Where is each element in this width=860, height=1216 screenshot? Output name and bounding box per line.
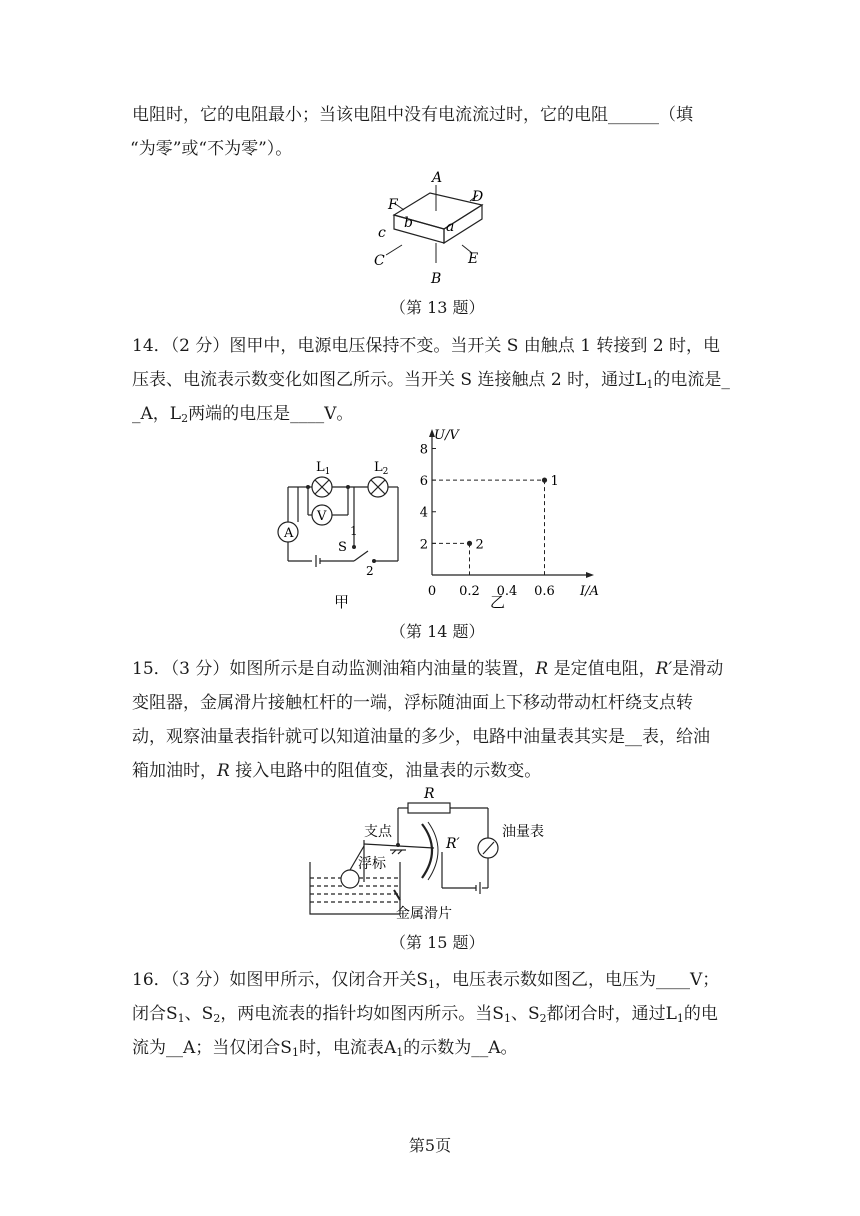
q15-text-line-3: 动，观察油量表指针就可以知道油量的多少，电路中油量表其实是__表，给油 (132, 727, 710, 747)
figure-14-chart (412, 425, 602, 615)
figure-15-caption: （第 15 题） (390, 933, 485, 952)
figure-14-caption: （第 14 题） (390, 622, 485, 641)
q14-text-line-1: 14．（2 分）图甲中，电源电压保持不变。当开关 S 由触点 1 转接到 2 时，电 (132, 336, 721, 356)
point-label-1: 1 (550, 474, 559, 490)
svg-text:L1: $L_1$ (316, 460, 331, 477)
point-label-2: 2 (475, 537, 484, 553)
x-tick-label: 0.4 (496, 584, 518, 599)
y-tick-label: 6 (419, 474, 428, 490)
fig13-label-A: A (432, 170, 443, 186)
q15-text-line-2: 变阻器，金属滑片接触杠杆的一端，浮标随油面上下移动带动杠杆绕支点转 (132, 693, 693, 713)
figure-15-oil-gauge (300, 782, 570, 922)
page-number: 第5页 (408, 1136, 452, 1155)
q14-text-line-3: _A，$L_2$两端的电压是____V。 (132, 404, 354, 425)
x-tick-label: 0.6 (534, 584, 555, 599)
svg-text:L2: $L_2$ (374, 460, 389, 477)
circuit-L2-label: L (374, 460, 383, 475)
fig15-pivot-label: 支点 (364, 824, 392, 840)
fig15-Rp-label: R′ (446, 836, 460, 852)
fig15-float-label: 浮标 (358, 856, 386, 872)
fig13-label-E: E (468, 251, 479, 267)
y-tick-label: 2 (419, 537, 428, 553)
fig13-label-b: b (404, 215, 413, 231)
fig13-label-B: B (431, 271, 442, 287)
q15-text-line-1: 15．（3 分）如图所示是自动监测油箱内油量的装置，R 是定值电阻，R′是滑动 (132, 659, 724, 679)
q15-text-line-4: 箱加油时，R 接入电路中的阻值变，油量表的示数变。 (132, 761, 542, 781)
q16-text-line-3: 流为__A；当仅闭合$S_1$时，电流表$A_1$的示数为__A。 (132, 1038, 518, 1059)
fig13-label-D: D (472, 189, 484, 205)
q13-text-line-1: 电阻时，它的电阻最小；当该电阻中没有电流流过时，它的电阻______（填 (132, 105, 693, 125)
circuit-label-jia: 甲 (334, 593, 350, 611)
switch-terminal-1: 1 (350, 524, 358, 538)
switch-terminal-2: 2 (366, 564, 374, 578)
y-tick-label: 8 (419, 442, 428, 458)
fig15-slider-label: 金属滑片 (396, 906, 452, 922)
x-tick-label: 0.2 (459, 584, 480, 599)
x-tick-label: 0 (427, 584, 437, 599)
x-axis-arrow (586, 572, 594, 578)
switch-label: S (338, 540, 347, 555)
q13-text-line-2: “为零”或“不为零”）。 (130, 139, 293, 159)
fig13-label-c: c (378, 225, 386, 241)
fig13-label-a: a (446, 219, 455, 235)
q16-text-line-2: 闭合$S_1$、$S_2$，两电流表的指针均如图丙所示。当$S_1$、$S_2$都闭合时，通过$L_1$的电 (132, 1004, 718, 1025)
chart-label-yi: 乙 (490, 593, 506, 611)
fig13-label-F: F (388, 197, 398, 213)
voltmeter-symbol: V (317, 509, 327, 524)
data-point-2 (467, 541, 472, 546)
fig13-label-C: C (374, 253, 385, 269)
ammeter-symbol: A (284, 526, 294, 541)
y-tick-label: 4 (419, 505, 428, 521)
figure-13-block (360, 165, 510, 290)
figure-14-circuit (270, 455, 410, 615)
y-axis-label: U/V (434, 428, 459, 443)
figure-13-caption: （第 13 题） (390, 298, 485, 317)
q16-text-line-1: 16．（3 分）如图甲所示，仅闭合开关$S_1$，电压表示数如图乙，电压为____V； (132, 970, 720, 991)
q14-text-line-2: 压表、电流表示数变化如图乙所示。当开关 S 连接触点 2 时，通过$L_1$的电流是_ (132, 370, 730, 391)
x-axis-label: I/A (580, 584, 599, 599)
data-point-1 (542, 478, 547, 483)
fig15-R-label: R (424, 786, 435, 802)
circuit-L1-label: L (316, 460, 325, 475)
fig15-meter-label: 油量表 (502, 824, 544, 840)
